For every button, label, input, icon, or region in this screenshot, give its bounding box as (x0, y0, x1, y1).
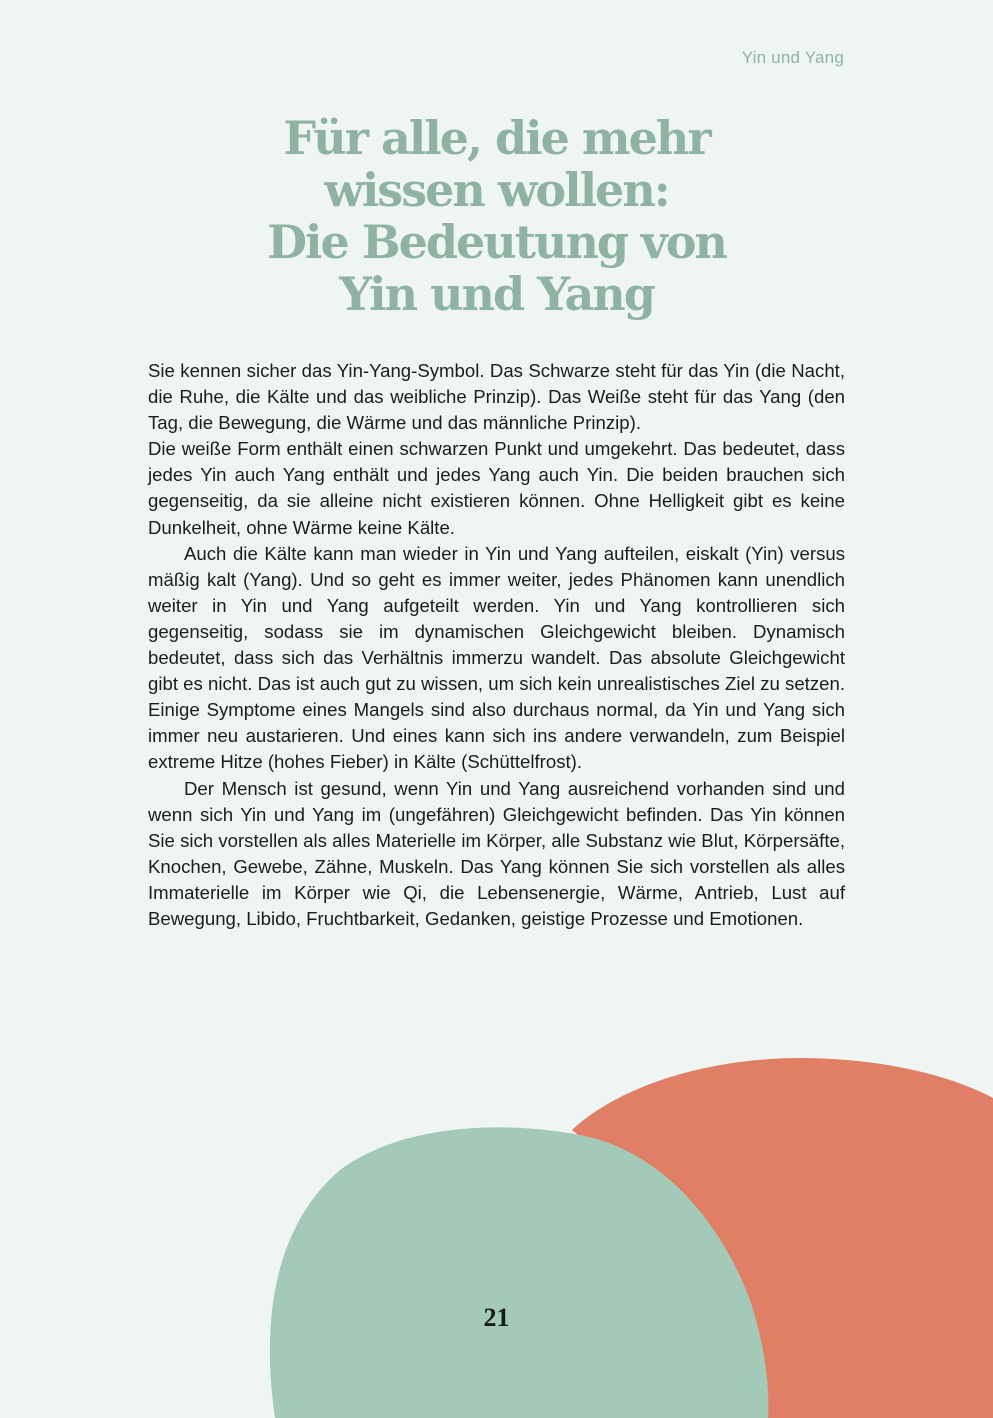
title-line: wissen wollen: (324, 163, 669, 217)
running-header: Yin und Yang (741, 48, 844, 67)
page-number: 21 (483, 1303, 510, 1332)
paragraph: Die weiße Form enthält einen schwarzen Punkt und umgekehrt. Das bedeutet, dass jedes Yin auch Yang enthält und jedes Yang auch Yin. Die beiden brauchen sich gegenseitig, da sie alleine nicht existieren können. Ohne Helligkeit gibt es keine Dunkelheit, ohne Wärme keine Kälte. (148, 438, 845, 538)
paragraph: Auch die Kälte kann man wieder in Yin und Yang aufteilen, eiskalt (Yin) versus mäßig kalt (Yang). Und so geht es immer weiter, jedes Phänomen kann unendlich weiter in Yin und Yang aufgeteilt werden. Yin und Yang kontrollieren sich gegenseitig, sodass sie im dynamischen Gleichgewicht bleiben. Dynamisch bedeutet, dass sich das Verhältnis immerzu wandelt. Das absolute Gleichgewicht gibt es nicht. Das ist auch gut zu wissen, um sich kein unrealistisches Ziel zu setzen. Einige Symptome eines Mangels sind also durchaus normal, da Yin und Yang sich immer neu austarieren. Und eines kann sich ins andere verwandeln, zum Beispiel extreme Hitze (hohes Fieber) in Kälte (Schüttelfrost). (148, 542, 845, 773)
page-title (148, 112, 845, 320)
paragraph: Der Mensch ist gesund, wenn Yin und Yang ausreichend vorhanden sind und wenn sich Yin und Yang im (ungefähren) Gleichgewicht befinden. Das Yin können Sie sich vorstellen als alles Materielle im Körper, alle Substanz wie Blut, Körpersäfte, Knochen, Gewebe, Zähne, Muskeln. Das Yang können Sie sich vorstellen als alles Immaterielle im Körper wie Qi, die Lebensenergie, Wärme, Antrieb, Lust auf Bewegung, Libido, Fruchtbarkeit, Gedanken, geistige Prozesse und Emotionen. (148, 777, 845, 929)
body-text (148, 358, 845, 932)
title-line: Yin und Yang (339, 267, 654, 321)
title-line: Für alle, die mehr (283, 111, 710, 165)
paragraph: Sie kennen sicher das Yin-Yang-Symbol. Das Schwarze steht für das Yin (die Nacht, die Ruhe, die Kälte und das weibliche Prinzip). Das Weiße steht für das Yang (den Tag, die Bewegung, die Wärme und das männliche Prinzip). (148, 360, 845, 434)
title-line: Die Bedeutung von (267, 215, 726, 269)
